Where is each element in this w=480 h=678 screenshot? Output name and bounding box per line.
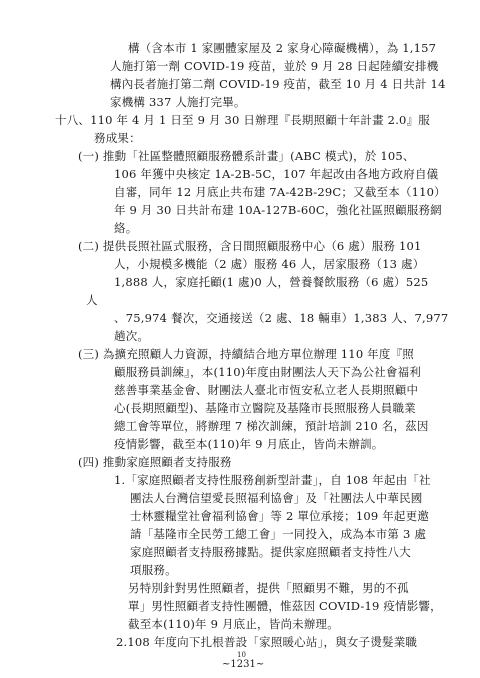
text-line: 自審，同年 12 月底止共布建 7A-42B-29C；又截至本（110） xyxy=(114,185,446,199)
item-heading: (一) 推動「社區整體照顧服務體系計畫」(ABC 模式)，於 105、 xyxy=(78,149,415,163)
text-line: 絡。 xyxy=(114,221,138,235)
text-line: 趟次。 xyxy=(114,329,150,343)
text-line: 總工會等單位，將辦理 7 梯次訓練，預計培訓 210 名，茲因 xyxy=(114,419,429,433)
text-line: 單」男性照顧者支持性團體，惟茲因 COVID-19 疫情影響， xyxy=(128,599,442,613)
section-heading: 十八、110 年 4 月 1 日至 9 月 30 日辦理『長期照顧十年計畫 2.0』服 xyxy=(55,113,430,127)
text-line: 團法人台灣信望愛長照福利協會」及「社團法人中華民國 xyxy=(130,491,423,505)
item-heading: (四) 推動家庭照顧者支持服務 xyxy=(78,455,232,469)
text-line: 士林靈糧堂社會福利協會」等 2 單位承接；109 年起更邀 xyxy=(130,509,430,523)
page-footer: ~1231~ xyxy=(222,659,265,670)
text-line: 人 xyxy=(86,293,98,307)
text-line: 顧服務員訓練』，本(110)年度由財團法人天下為公社會福利 xyxy=(114,365,421,379)
text-line: 1,888 人，家庭托顧(1 處)0 人，營養餐飲服務（6 處）525 xyxy=(114,275,429,289)
text-line: 另特別針對男性照顧者，提供「照顧男不難，男的不孤 xyxy=(128,581,409,595)
text-line: 疫情影響，截至本(110)年 9 月底止，皆尚未辦訓。 xyxy=(114,437,384,451)
text-line: 慈善事業基金會、財團法人臺北市恆安私立老人長期照顧中 xyxy=(114,383,419,397)
text-line: 截至本(110)年 9 月底止，皆尚未辦理。 xyxy=(128,617,339,631)
text-line: 家庭照顧者支持服務據點。提供家庭照顧者支持性八大 xyxy=(130,545,411,559)
text-line: 構（含本市 1 家團體家屋及 2 家身心障礙機構），為 1,157 xyxy=(128,41,437,55)
text-line: 請「基隆市全民勞工總工會」一同投入，成為本市第 3 處 xyxy=(130,527,427,541)
text-line: 家機構 337 人施打完畢。 xyxy=(110,95,246,109)
text-line: 人，小規模多機能（2 處）服務 46 人，居家服務（13 處） xyxy=(114,257,425,271)
sub-item-heading: 1.「家庭照顧者支持性服務創新型計畫」，自 108 年起由「社 xyxy=(114,473,431,487)
item-heading: (三) 為擴充照顧人力資源，持續結合地方單位辦理 110 年度『照 xyxy=(78,347,414,361)
page-number: 10 xyxy=(237,651,246,659)
text-line: 構內長者施打第二劑 COVID-19 疫苗，截至 10 月 4 日共計 14 xyxy=(110,77,446,91)
text-line: 人施打第一劑 COVID-19 疫苗，並於 9 月 28 日起陸續安排機 xyxy=(110,59,439,73)
text-line: 務成果： xyxy=(94,131,141,145)
text-line: 心(長期照顧型)、基隆市立醫院及基隆市長照服務人員職業 xyxy=(114,401,416,415)
text-line: 年 9 月 30 日共計布建 10A-127B-60C，強化社區照顧服務網 xyxy=(114,203,442,217)
text-line: 106 年獲中央核定 1A-2B-5C，107 年起改由各地方政府自儀 xyxy=(114,167,439,181)
text-line: 、75,974 餐次，交通接送（2 處、18 輛車）1,383 人、7,977 xyxy=(114,311,449,325)
sub-item-heading: 2.108 年度向下扎根普設「家照暖心站」，與女子燙髮業職 xyxy=(116,635,418,649)
text-line: 項服務。 xyxy=(130,563,177,577)
item-heading: (二) 提供長照社區式服務，含日間照顧服務中心（6 處）服務 101 xyxy=(78,239,422,253)
